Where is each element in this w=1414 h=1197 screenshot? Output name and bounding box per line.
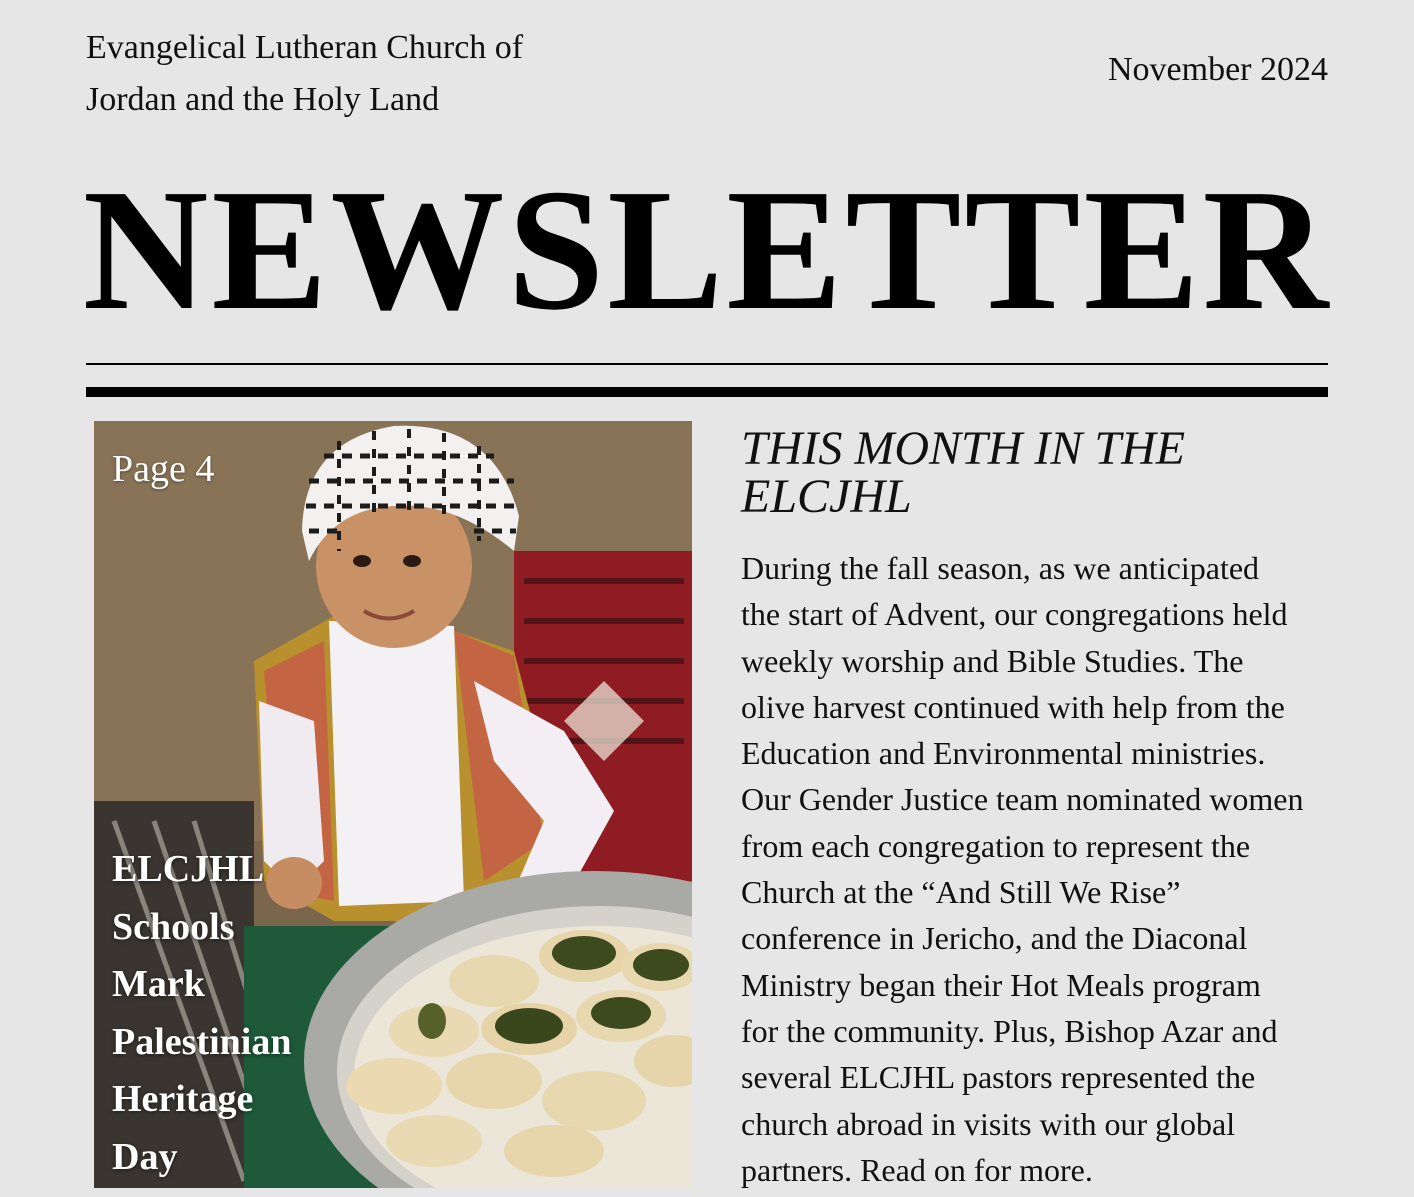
masthead-title: NEWSLETTER bbox=[82, 153, 1332, 346]
masthead-rule-thick bbox=[86, 387, 1328, 397]
article-body-line: Our Gender Justice team nominated women bbox=[741, 781, 1304, 818]
article-body-line: from each congregation to represent the bbox=[741, 827, 1251, 864]
organization-line-1: Evangelical Lutheran Church of bbox=[86, 29, 524, 66]
article-body-line: several ELCJHL pastors represented the bbox=[741, 1059, 1256, 1096]
photo-caption-line-2: Schools bbox=[112, 905, 235, 948]
article-body bbox=[741, 545, 1341, 1193]
photo-page-label: Page 4 bbox=[112, 448, 215, 490]
photo-caption-line-6: Day bbox=[112, 1135, 178, 1178]
article-body-line: Ministry began their Hot Meals program bbox=[741, 966, 1261, 1003]
article-body-line: the start of Advent, our congregations held bbox=[741, 596, 1288, 633]
organization-line-2: Jordan and the Holy Land bbox=[86, 81, 440, 118]
article-body-line: partners. Read on for more. bbox=[741, 1151, 1093, 1188]
article-body-line: olive harvest continued with help from the bbox=[741, 688, 1285, 725]
article-title bbox=[741, 422, 1331, 523]
article-body-line: conference in Jericho, and the Diaconal bbox=[741, 920, 1248, 957]
photo-caption-line-1: ELCJHL bbox=[112, 848, 265, 890]
article-title-line-1: THIS MONTH IN THE bbox=[741, 422, 1186, 475]
masthead-rule-thin bbox=[86, 363, 1328, 365]
issue-date: November 2024 bbox=[1107, 51, 1328, 88]
article-body-line: for the community. Plus, Bishop Azar and bbox=[741, 1012, 1278, 1049]
photo-caption-line-4: Palestinian bbox=[112, 1020, 292, 1063]
photo-caption bbox=[112, 841, 362, 1186]
article-body-line: Education and Environmental ministries. bbox=[741, 735, 1266, 772]
organization-name bbox=[86, 22, 606, 126]
photo-caption-line-5: Heritage bbox=[112, 1078, 254, 1120]
feature-photo[interactable] bbox=[94, 421, 692, 1188]
article-body-line: weekly worship and Bible Studies. The bbox=[741, 642, 1244, 679]
article-body-line: Church at the “And Still We Rise” bbox=[741, 874, 1181, 911]
article-body-line: During the fall season, as we anticipated bbox=[741, 550, 1260, 586]
photo-caption-line-3: Mark bbox=[112, 963, 205, 1005]
article-title-line-2: ELCJHL bbox=[741, 470, 912, 523]
article-body-line: church abroad in visits with our global bbox=[741, 1105, 1236, 1142]
